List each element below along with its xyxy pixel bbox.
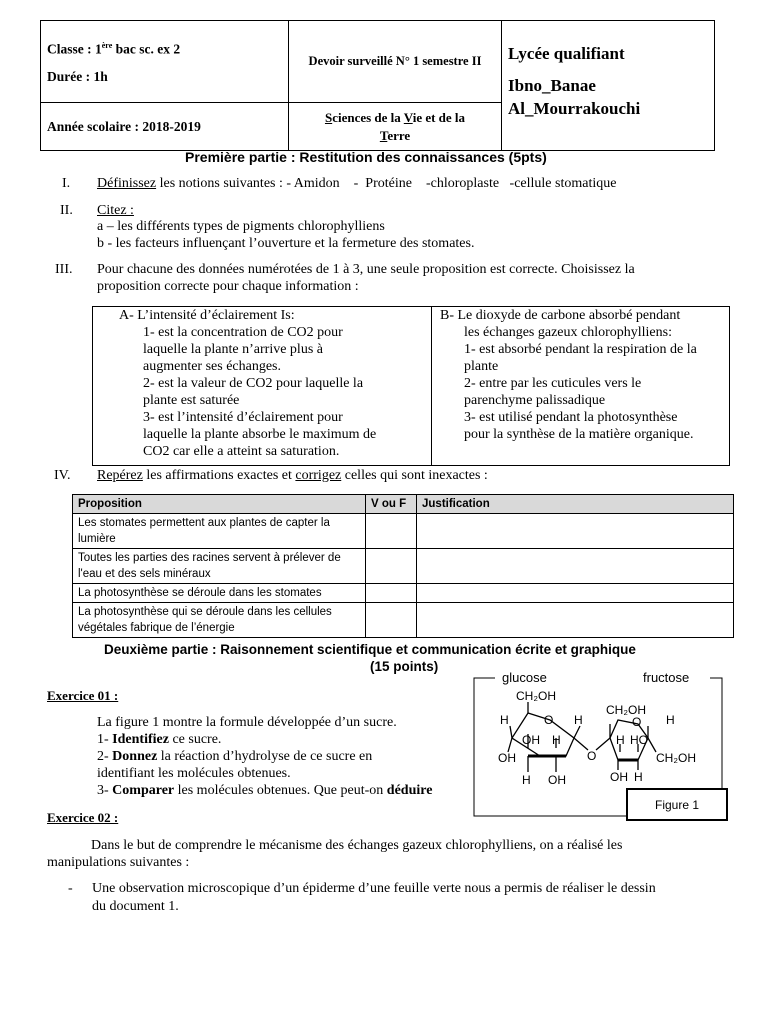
justification-cell[interactable] xyxy=(417,514,734,549)
h-label: H xyxy=(616,733,625,747)
q3-line2: proposition correcte pour chaque information : xyxy=(97,279,359,294)
header-table xyxy=(40,20,715,151)
q-verb: déduire xyxy=(386,783,433,798)
exercise2-title: Exercice 02 : xyxy=(47,810,119,825)
school-name-2: Al_Mourrakouchi xyxy=(508,99,641,118)
ch2oh-label: CH₂OH xyxy=(656,751,696,765)
q-verb: Donnez xyxy=(112,749,158,764)
h-label: H xyxy=(634,770,643,784)
ex2-paragraph-line1: Dans le but de comprendre le mécanisme des échanges gazeux chlorophylliens, on a réalisé les xyxy=(91,838,623,853)
justification-cell[interactable] xyxy=(417,549,734,584)
ho-label: HO xyxy=(630,733,648,747)
glucose-label: glucose xyxy=(502,670,547,685)
q-prefix: 2- xyxy=(97,749,113,764)
oh-label: OH xyxy=(548,773,566,787)
choice-a-line: augmenter ses échanges. xyxy=(143,359,281,374)
q-prefix: 1- xyxy=(97,732,113,747)
part2-points: (15 points) xyxy=(370,659,439,674)
q-prefix: 3- xyxy=(97,783,113,798)
figure-caption: Figure 1 xyxy=(626,788,728,821)
q2-number: II. xyxy=(60,203,73,218)
q-verb: Comparer xyxy=(112,783,175,798)
subject-part: ciences de la xyxy=(332,109,404,125)
proposition-cell: La photosynthèse se déroule dans les stomates xyxy=(73,584,366,603)
q2-verb: Citez : xyxy=(97,203,134,218)
h-label: H xyxy=(552,733,561,747)
choice-a-line: laquelle la plante absorbe le maximum de xyxy=(143,427,377,442)
choice-b xyxy=(440,307,697,443)
choice-b-line: parenchyme palissadique xyxy=(464,393,606,408)
q-text: la réaction d’hydrolyse de ce sucre en xyxy=(157,749,373,764)
proposition-cell: La photosynthèse qui se déroule dans les cellules végétales fabrique de l’énergie xyxy=(73,603,366,638)
choice-b-line: les échanges gazeux chlorophylliens: xyxy=(464,325,672,340)
table-row xyxy=(73,603,734,638)
q4-number: IV. xyxy=(54,468,71,483)
table-row xyxy=(73,549,734,584)
oh-label: OH xyxy=(498,751,516,765)
q4-end: celles qui sont inexactes : xyxy=(341,468,488,483)
class-label: Classe : 1 xyxy=(47,41,102,57)
choice-b-line: 2- entre par les cuticules vers le xyxy=(464,376,642,391)
v-ou-f-cell[interactable] xyxy=(366,514,417,549)
oh-label: OH xyxy=(610,770,628,784)
q-text: ce sucre. xyxy=(168,732,222,747)
q3-number: III. xyxy=(55,262,73,277)
choice-a-line: 1- est la concentration de CO2 pour xyxy=(143,325,343,340)
q1-body: les notions suivantes : - Amidon - Protéine -chloroplaste -cellule stomatique xyxy=(156,176,617,191)
q4-verb2: corrigez xyxy=(295,468,342,483)
exercise1-title: Exercice 01 : xyxy=(47,688,119,703)
subject-part: ie et de la xyxy=(412,109,466,125)
subject-part: V xyxy=(403,109,413,125)
q-text: les molécules obtenues. Que peut-on xyxy=(174,783,387,798)
v-ou-f-cell[interactable] xyxy=(366,584,417,603)
q4-mid: les affirmations exactes et xyxy=(142,468,296,483)
bullet-dash: - xyxy=(68,881,73,896)
class-cell xyxy=(41,21,289,103)
part1-title: Première partie : Restitution des connaissances (5pts) xyxy=(185,149,547,165)
exam-title: Devoir surveillé N° 1 semestre II xyxy=(289,21,502,103)
school-name-1: Ibno_Banae xyxy=(508,76,596,95)
choice-b-line: 1- est absorbé pendant la respiration de la xyxy=(464,342,697,357)
q-verb: Identifiez xyxy=(112,732,169,747)
h-label: H xyxy=(500,713,509,727)
header-justification: Justification xyxy=(417,495,734,514)
subject-part: T xyxy=(379,127,388,143)
choice-a xyxy=(119,307,376,460)
ex1-q2-cont: identifiant les molécules obtenues. xyxy=(97,766,291,781)
subject-part: S xyxy=(324,109,333,125)
q2-b: b - les facteurs influençant l’ouverture et la fermeture des stomates. xyxy=(97,236,475,251)
header-v-ou-f: V ou F xyxy=(366,495,417,514)
oh-label: OH xyxy=(522,733,540,747)
ex1-intro: La figure 1 montre la formule développée d’un sucre. xyxy=(97,715,397,730)
proposition-cell: Toutes les parties des racines servent à prélever de l'eau et des sels minéraux xyxy=(73,549,366,584)
choice-b-line: plante xyxy=(464,359,499,374)
part2-title: Deuxième partie : Raisonnement scientifique et communication écrite et graphique xyxy=(104,642,636,657)
true-false-table xyxy=(72,494,734,638)
choice-b-line: 3- est utilisé pendant la photosynthèse xyxy=(464,410,678,425)
header-proposition: Proposition xyxy=(73,495,366,514)
ex2-bullet-line2: du document 1. xyxy=(92,899,179,914)
v-ou-f-cell[interactable] xyxy=(366,549,417,584)
choice-a-line: 2- est la valeur de CO2 pour laquelle la xyxy=(143,376,364,391)
v-ou-f-cell[interactable] xyxy=(366,603,417,638)
subject xyxy=(289,103,502,151)
ex1-q2 xyxy=(97,749,372,765)
q1-verb: Définissez xyxy=(97,176,157,191)
class-sup: ère xyxy=(101,40,113,50)
class-suffix: bac sc. ex 2 xyxy=(112,41,181,57)
duration: Durée : 1h xyxy=(47,69,108,85)
choice-a-line: A- L’intensité d’éclairement Is: xyxy=(119,308,295,323)
q3-line1: Pour chacune des données numérotées de 1 à 3, une seule proposition est correcte. Choisissez la xyxy=(97,262,635,277)
h-label: H xyxy=(666,713,675,727)
q2-a: a – les différents types de pigments chlorophylliens xyxy=(97,219,385,234)
justification-cell[interactable] xyxy=(417,603,734,638)
choice-b-line: B- Le dioxyde de carbone absorbé pendant xyxy=(440,308,681,323)
school-type: Lycée qualifiant xyxy=(508,44,625,63)
o-label: O xyxy=(587,749,597,763)
subject-part: erre xyxy=(387,127,411,143)
ch2oh-label: CH₂OH xyxy=(516,689,556,703)
o-label: O xyxy=(632,715,642,729)
fructose-label: fructose xyxy=(643,670,690,685)
q4-text xyxy=(97,468,488,484)
h-label: H xyxy=(574,713,583,727)
q1-number: I. xyxy=(62,176,71,191)
proposition-cell: Les stomates permettent aux plantes de capter la lumière xyxy=(73,514,366,549)
ex2-paragraph-line2: manipulations suivantes : xyxy=(47,855,190,870)
table-row xyxy=(73,584,734,603)
school-year: Année scolaire : 2018-2019 xyxy=(41,103,289,151)
choice-a-line: plante est saturée xyxy=(143,393,240,408)
choices-box xyxy=(92,306,730,466)
q1-text xyxy=(97,176,616,192)
ch2oh-label: CH₂OH xyxy=(606,703,646,717)
choice-b-line: pour la synthèse de la matière organique. xyxy=(464,427,694,442)
q4-verb1: Repérez xyxy=(97,468,143,483)
table-row xyxy=(73,514,734,549)
h-label: H xyxy=(522,773,531,787)
school-cell xyxy=(502,21,715,151)
ex1-q1 xyxy=(97,732,221,748)
justification-cell[interactable] xyxy=(417,584,734,603)
choice-a-line: CO2 car elle a atteint sa saturation. xyxy=(143,444,340,459)
divider xyxy=(431,307,432,465)
o-label: O xyxy=(544,713,554,727)
choice-a-line: laquelle la plante n’arrive plus à xyxy=(143,342,323,357)
choice-a-line: 3- est l’intensité d’éclairement pour xyxy=(143,410,343,425)
ex1-q3 xyxy=(97,783,432,799)
ex2-bullet-line1: Une observation microscopique d’un épiderme d’une feuille verte nous a permis de réaliser le dessin xyxy=(92,881,656,896)
